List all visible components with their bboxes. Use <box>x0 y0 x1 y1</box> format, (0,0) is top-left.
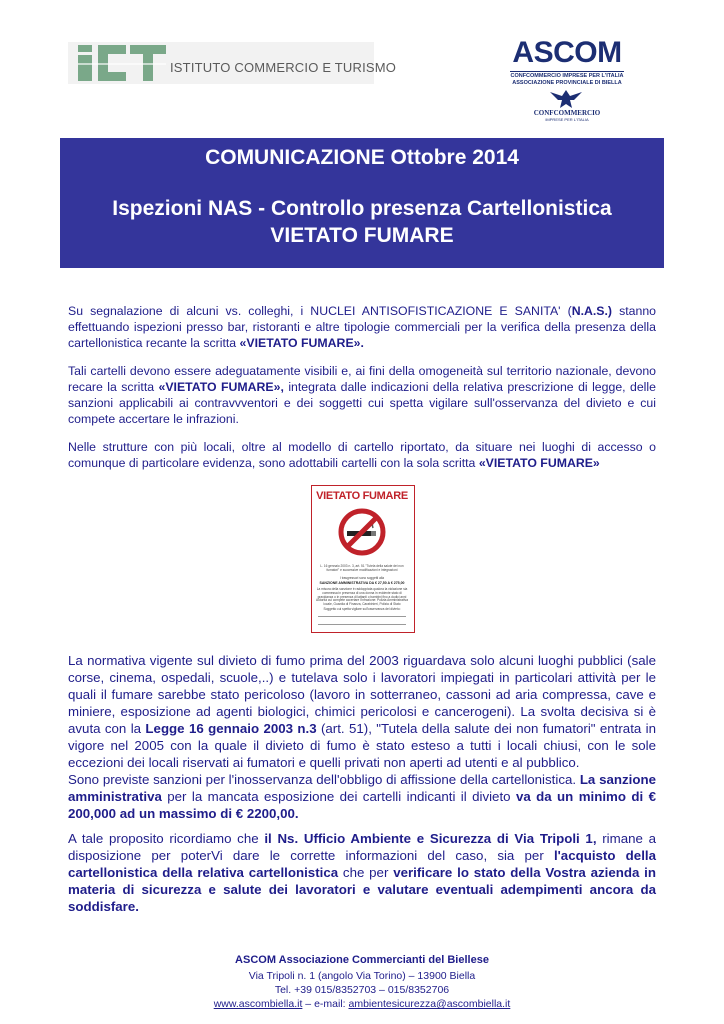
ict-logo-mark <box>78 45 166 81</box>
p6-text-c: che per <box>338 865 394 880</box>
p1-text-b: stanno effettuando ispezioni presso bar, ristoranti e altre tipologie commerciali per la verifica della presenza della cartellonistica recante la scritta <box>68 304 656 350</box>
eagle-icon <box>548 88 584 110</box>
p5-bold1: La sanzione amministrativa <box>68 772 656 804</box>
p3-quote: «VIETATO FUMARE» <box>478 456 600 470</box>
paragraph-cartelli <box>68 363 656 427</box>
sign-line <box>318 616 406 617</box>
footer-telephone: Tel. +39 015/8352703 – 015/8352706 <box>274 984 450 996</box>
ascom-logo-word: ASCOM <box>512 36 622 69</box>
sign-penalty-intro: I trasgressori sono soggetti alla <box>339 576 385 580</box>
ascom-logo-line2: ASSOCIAZIONE PROVINCIALE DI BIELLA <box>512 80 622 86</box>
website-link[interactable]: www.ascombiella.it <box>213 998 303 1010</box>
no-smoking-icon <box>338 508 386 556</box>
banner-title: COMUNICAZIONE Ottobre 2014 <box>205 146 519 169</box>
p5-text-a: Sono previste sanzioni per l'inosservanza dell'obbligo di affissione della cartellonistica. <box>68 772 580 787</box>
p4-text-a: La normativa vigente sul divieto di fumo prima del 2003 riguardava solo alcuni luoghi pubblici (sale corse, cinema, ospedali, scuole,..) e tutelava solo i lavoratori impiegati in particolari attività per le quali il fumare sarebbe stato pericoloso (lavoro in sotterraneo, cassoni ad aria compressa, cave e miniere, esposizione ad agenti biologici, chimici pericolosi e cancerogeni). La svolta decisiva si è avuta con la <box>68 653 656 736</box>
ascom-logo-line1: CONFCOMMERCIO IMPRESE PER L'ITALIA <box>510 73 624 79</box>
banner-subtitle-line2: VIETATO FUMARE <box>270 224 454 247</box>
email-label: – e-mail: <box>302 998 349 1010</box>
p4-text-b: (art. 51), "Tutela della salute dei non fumatori" entrata in vigore nel 2005 con la quale il divieto di fumo è stato esteso a tutti i locali chiusi, con le sole eccezioni dei locali riservati ai fumatori e quelli privati non aperti ad utenti e al pubblico. <box>68 721 657 770</box>
p4-law: Legge 16 gennaio 2003 n.3 <box>145 721 317 736</box>
paragraph-sanzioni <box>68 771 656 822</box>
confcommercio-logo-word: CONFCOMMERCIO <box>533 109 601 117</box>
paragraph-nas <box>68 303 656 351</box>
p2-text-a: Tali cartelli devono essere adeguatamente visibili e, ai fini della omogeneità sul territorio nazionale, devono recare la scritta <box>68 364 656 394</box>
sign-penalty: SANZIONE AMMINISTRATIVA DA € 27,50 A € 275,00 <box>319 581 405 585</box>
paragraph-strutture <box>68 439 656 471</box>
sign-title: VIETATO FUMARE <box>316 490 408 502</box>
sign-vigil: Soggetto cui spetta vigilare sull'osservanza del divieto: <box>323 607 401 611</box>
sign-law-text: L. 16 gennaio 2003 n. 3, art. 51 "Tutela della salute dei non fumatori" e successive modificazioni e integrazioni <box>320 564 404 572</box>
p6-text-b: rimane a disposizione per poterVi dare le corrette informazioni del caso, sia per <box>68 831 656 863</box>
p3-text-a: Nelle strutture con più locali, oltre al modello di cartello riportato, da situare nei luoghi di accesso o comunque di particolare evidenza, sono adottabili cartelli con la sola scritta <box>68 440 656 470</box>
p1-nas: N.A.S.) <box>571 304 612 318</box>
paragraph-normativa <box>68 652 656 771</box>
banner-subtitle-line1: Ispezioni NAS - Controllo presenza Cartellonistica <box>112 197 612 220</box>
p5-bold2: va da un minimo di € 200,000 ad un massimo di € 2200,00. <box>68 789 656 821</box>
p6-bold1: il Ns. Ufficio Ambiente e Sicurezza di Via Tripoli 1, <box>264 831 597 846</box>
ict-institute-name: ISTITUTO COMMERCIO E TURISMO <box>170 60 397 75</box>
ascom-logo-rule <box>510 71 624 72</box>
p2-text-b: integrata dalle indicazioni della relativa prescrizione di legge, delle sanzioni applicabili ai contravvventori e dei soggetti cui spetta vigilare sull'osservanza del divieto e cui compete accertare le infrazioni. <box>68 380 656 426</box>
sign-line <box>318 624 406 625</box>
footer-contacts <box>0 998 724 1010</box>
paragraph-ufficio <box>68 830 656 915</box>
p1-text-a: Su segnalazione di alcuni vs. colleghi, i NUCLEI ANTISOFISTICAZIONE E SANITA' ( <box>68 304 572 318</box>
sign-details: La misura della sanzione è raddoppiata qualora la violazione sia commessa in presenza di una donna in evidente stato di gravidanza o in presenza di lattanti o bambini fino a dodici anni <box>316 587 408 599</box>
confcommercio-logo-sub: IMPRESE PER L'ITALIA <box>545 117 589 122</box>
p6-text-a: A tale proposito ricordiamo che <box>68 831 265 846</box>
title-banner <box>60 138 664 268</box>
footer-address: Via Tripoli n. 1 (angolo Via Torino) – 13900 Biella <box>248 970 476 982</box>
footer-title: ASCOM Associazione Commercianti del Biellese <box>235 954 489 966</box>
p5-text-b: per la mancata esposizione dei cartelli indicanti il divieto <box>161 789 516 804</box>
p6-bold3: verificare lo stato della Vostra azienda in materia di sicurezza e salute dei lavoratori e valutare eventuali adempimenti ancora da soddisfare. <box>68 865 656 914</box>
p2-quote: «VIETATO FUMARE», <box>158 380 284 394</box>
email-link[interactable]: ambientesicurezza@ascombiella.it <box>348 998 511 1010</box>
p6-bold2: l'acquisto della cartellonistica della relativa cartellonistica <box>68 848 656 880</box>
p1-quote: «VIETATO FUMARE». <box>239 336 364 350</box>
sign-authority: Autorità cui compete accertare l'infrazione: Polizia Amministrativa locale, Guardia di Finanza, Carabinieri, Polizia di Stato <box>315 598 409 606</box>
